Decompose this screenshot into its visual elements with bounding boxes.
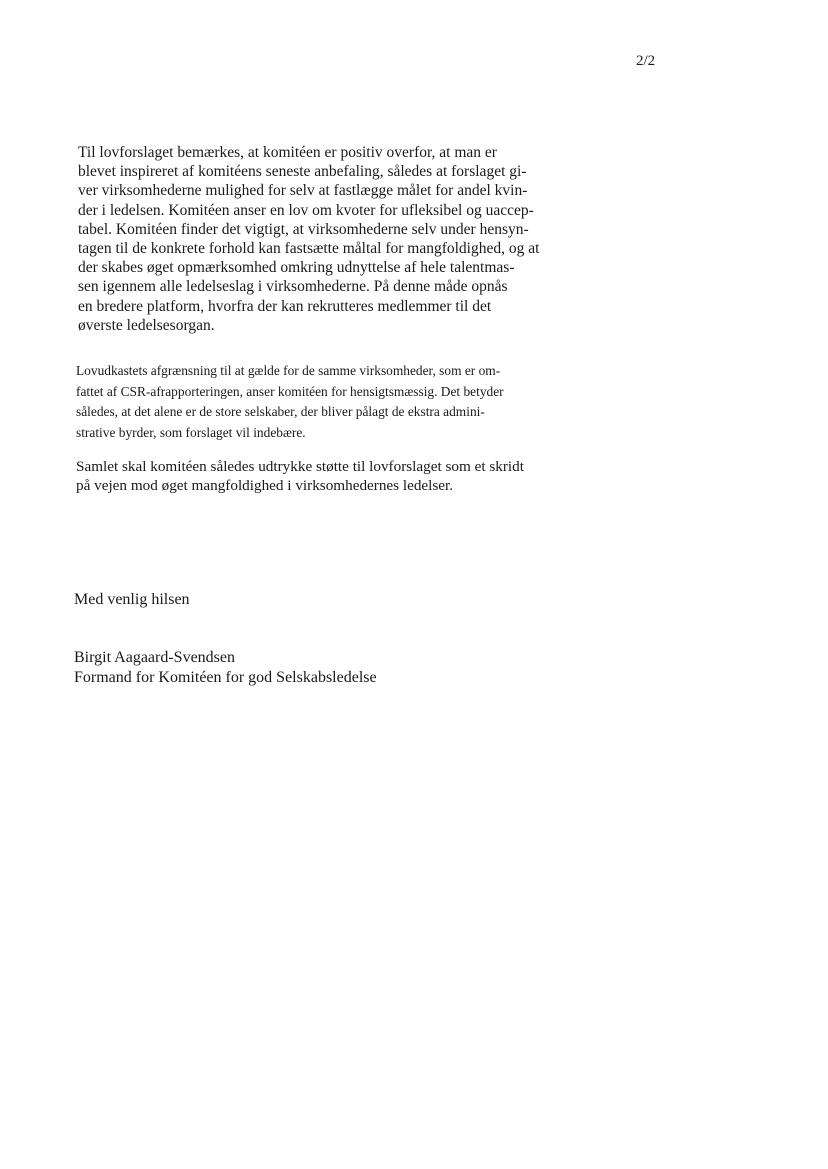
text-line: Lovudkastets afgrænsning til at gælde for de samme virksomheder, som er om- <box>76 363 501 378</box>
text-line: Til lovforslaget bemærkes, at komitéen er positiv overfor, at man er <box>78 144 497 161</box>
text-line: tagen til de konkrete forhold kan fastsætte måltal for mangfoldighed, og at <box>78 240 540 258</box>
text-line: der i ledelsen. Komitéen anser en lov om kvoter for ufleksibel og uaccep- <box>78 201 534 219</box>
signer-title: Formand for Komitéen for god Selskabsledelse <box>74 669 377 686</box>
text-line: en bredere platform, hvorfra der kan rekrutteres medlemmer til det <box>78 297 492 315</box>
text-line: der skabes øget opmærksomhed omkring udnyttelse af hele talentmas- <box>78 259 515 277</box>
text-line: på vejen mod øget mangfoldighed i virksomhedernes ledelser. <box>76 477 454 494</box>
paragraph-conclusion <box>76 457 566 495</box>
text-line: Samlet skal komitéen således udtrykke støtte til lovforslaget som et skridt <box>76 458 524 475</box>
text-line: ver virksomhederne mulighed for selv at fastlægge målet for andel kvin- <box>78 182 528 200</box>
closing-greeting: Med venlig hilsen <box>74 591 190 608</box>
text-line: fattet af CSR-afrapporteringen, anser komitéen for hensigtsmæssig. Det betyder <box>76 383 504 399</box>
text-line: strative byrder, som forslaget vil indebære. <box>76 424 306 440</box>
page-number: 2/2 <box>636 53 656 69</box>
text-line: sen igennem alle ledelseslag i virksomhederne. På denne måde opnås <box>78 278 508 296</box>
text-line: tabel. Komitéen finder det vigtigt, at virksomhederne selv under hensyn- <box>78 220 529 238</box>
text-line: øverste ledelsesorgan. <box>78 316 215 334</box>
paragraph-law-proposal-remarks <box>78 143 566 335</box>
text-line: blevet inspireret af komitéens seneste anbefaling, således at forslaget gi- <box>78 163 527 181</box>
text-line: således, at det alene er de store selskaber, der bliver pålagt de ekstra admini- <box>76 404 485 419</box>
signer-name: Birgit Aagaard-Svendsen <box>74 649 236 666</box>
paragraph-scope-limitation <box>76 361 566 443</box>
